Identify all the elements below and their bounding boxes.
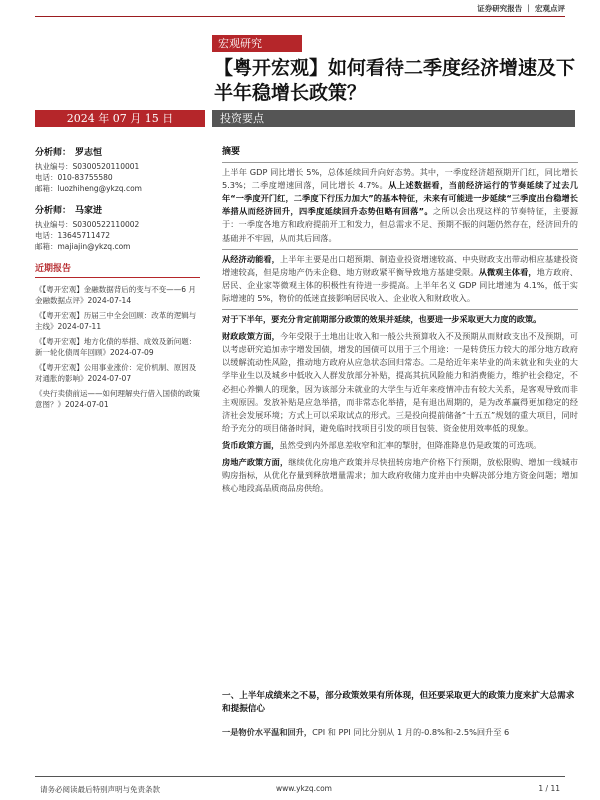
recent-reports-heading: 近期报告 [35,264,200,278]
section-heading: 一、上半年成绩来之不易，部分政策效果有所体现，但还要采取更大的政策力度来扩大总需求和提振信心 [222,691,575,714]
analyst-name [35,148,200,159]
text-run: 继续优化房地产政策并尽快扭转房地产价格下行预期，放松限购、增加一线城市购房指标，从优化存量到释放增量需求；加大政府收储力度并由中央解决部分地方资金问题；增加核心地段高品质商品房供给。 [222,456,578,494]
footer-disclaimer: 请务必阅读最后特别声明与免责条款 [40,785,160,794]
analyst-phone: 电话：010-83755580 [35,173,113,182]
abstract-paragraph [222,439,578,452]
abstract-paragraph [222,166,578,245]
text-run: CPI 和 PPI 同比分别从 1 月的-0.8%和-2.5%回升至 6 [312,727,510,737]
text-run-bold: 房地产政策方面， [222,456,289,467]
report-type-label: 证券研究报告 ｜ 宏观点评 [477,4,565,13]
text-run: 虽然受到内外部息差收窄和汇率的掣肘，但降准降息仍是政策的可选项。 [279,439,542,450]
text-run: 之所以会出现这样的节奏特征，主要源于：一季度各地方和政府提前开工和发力，但总需求不足、预期不振的问题仍然存在，经济回升的基础并不牢固，从而其后回落。 [222,206,578,243]
analyst-phone: 电话：13645711472 [35,231,110,240]
text-run: 今年受限于土地出让收入和一般公共预算收入不及预期从而财政支出不及预期，可以考虑研究追加赤字增发国债，增发的国债可以用于三个用途：一是转贷压力较大的部分地方政府以缓解流动性风险，推动地方政府从应急状态回归常态。二是给近年来毕业的尚未就业和失业的大学毕业生以及城乡中低收入人群发放部分补贴，提高其抗风险能力和消费能力，维护社会稳定，不必担心养懒人的现象，因为该部分未就业的大学生与近年来疫情冲击有较大关系，是客观导致而非主观原因。发放补贴是应急举措，而非常态化举措，是有退出周期的，是为改革赢得更加稳定的经济社会发展环境；方式上可以采取试点的形式。三是投向提前储备“十五五”规划的重大项目，同时给予充分的项目储备时间，避免临时找项目引发的项目包装、资金使用效率低的现象。 [222,331,578,433]
divider [222,162,578,163]
page-number: 1 / 11 [538,784,560,793]
recent-report-link[interactable]: 《【粤开宏观】金融数据背后的变与不变——6 月金融数据点评》2024-07-14 [35,285,196,305]
text-run: 上半年 GDP 同比增长 5%，总体延续回升向好态势。其中，一季度经济超预期开门红，同比增长 5.3%；二季度增速回落，同比增长 4.7%。 [222,167,578,191]
text-run: 上半年主要是出口超预期、制造业投资增速较高、中央财政支出带动相应基建投资增速较高，但是房地产仍未企稳、地方财政紧平衡导致地方基建受限。 [222,253,578,277]
analyst-email[interactable]: 邮箱：majiajin@ykzq.com [35,242,131,251]
abstract-paragraph: 对于下半年，要充分肯定前期部分政策的效果并延续，也要进一步采取更大力度的政策。 [222,314,542,325]
section-bar-investment-points: 投资要点 [212,110,575,127]
left-sidebar [35,148,200,414]
header-divider [35,16,565,17]
analyst-name-text: 马家进 [75,206,103,216]
divider [222,249,578,250]
analyst-name-text: 罗志恒 [75,148,103,158]
abstract-paragraph [222,330,578,435]
analyst-block [35,206,200,252]
abstract-column [222,146,578,499]
text-run-bold: 货币政策方面， [222,439,280,450]
category-badge: 宏观研究 [212,35,302,52]
divider [222,309,578,310]
recent-report-link[interactable]: 《【粤开宏观】公用事业涨价：定价机制、原因及对通胀的影响》2024-07-07 [35,363,197,383]
recent-report-link[interactable]: 《【粤开宏观】地方化债的举措、成效及新问题：新一轮化债周年回顾》2024-07-09 [35,337,197,357]
report-date: 2024 年 07 月 15 日 [35,110,205,127]
abstract-paragraph [222,253,578,305]
text-run-bold: 一是物价水平温和回升， [222,727,313,737]
footer-divider [35,776,565,777]
page-title: 【粤开宏观】如何看待二季度经济增速及下半年稳增长政策？ [214,57,576,104]
analyst-license: 执业编号：S0300520110001 [35,162,140,171]
text-run-bold: 从微观主体看， [478,266,537,277]
text-run: 地方政府、居民、企业家等微观主体的积极性有待进一步提高。上半年名义 GDP 同比增速为 4.1%，低于实际增速的 5%，物价的低迷直接影响居民收入、企业收入和财政收入。 [222,266,578,303]
analyst-role: 分析师： [35,148,72,158]
text-run-bold: 从上述数据看，当前经济运行的节奏延续了过去几年“一季度开门红，二季度下行压力加大”的基本特征，未来有可能进一步延续“三季度出台稳增长举措从而经济回升，四季度延续回升态势但略有回落”。 [222,180,578,217]
footer-website[interactable]: www.ykzq.com [276,784,332,793]
analyst-role: 分析师： [35,206,72,216]
abstract-heading: 摘要 [222,147,241,157]
text-run-bold: 从经济动能看， [222,253,280,264]
recent-report-link[interactable]: 《【粤开宏观】历届三中全会回顾：改革的逻辑与主线》2024-07-11 [35,311,197,331]
abstract-paragraph [222,456,578,495]
section-paragraph [222,726,578,739]
analyst-email[interactable]: 邮箱：luozhiheng@ykzq.com [35,184,142,193]
analyst-name [35,206,200,217]
recent-report-link[interactable]: 《央行卖债前运——如何理解央行借入国债的政策意图？》2024-07-01 [35,389,200,409]
analyst-license: 执业编号：S0300522110002 [35,220,140,229]
text-run-bold: 财政政策方面， [222,331,280,342]
analyst-block [35,148,200,194]
